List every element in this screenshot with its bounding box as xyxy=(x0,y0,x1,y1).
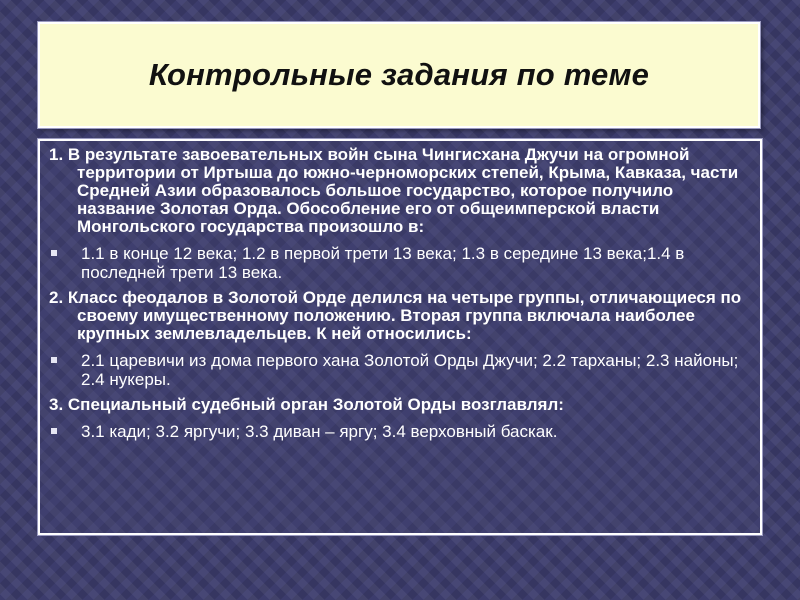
answers-2 xyxy=(49,351,746,389)
slide-title: Контрольные задания по теме xyxy=(148,57,650,92)
question-3: 3. Специальный судебный орган Золотой Орды возглавлял: xyxy=(49,395,564,414)
answers-3 xyxy=(49,422,746,441)
answers-2-text: 2.1 царевичи из дома первого хана Золотой Орды Джучи; 2.2 тарханы; 2.3 найоны; 2.4 нукеры. xyxy=(81,351,739,389)
question-2: 2. Класс феодалов в Золотой Орде делился на четыре группы, отличающиеся по своему имущественному положению. Вторая группа включала наиболее крупных землевладельцев. К ней относились: xyxy=(49,288,742,343)
square-bullet-icon xyxy=(51,250,57,256)
content-box xyxy=(38,139,762,535)
square-bullet-icon xyxy=(51,357,57,363)
question-1: 1. В результате завоевательных войн сына Чингисхана Джучи на огромной территории от Иртыша до южно-черноморских степей, Крыма, Кавказа, части Средней Азии образовалось большое государство, которое получило название Золотая Орда. Обособление его от общеимперской власти Монгольского государства произошло в: xyxy=(49,145,739,236)
answers-1 xyxy=(49,244,746,282)
answers-1-text: 1.1 в конце 12 века; 1.2 в первой трети 13 века; 1.3 в середине 13 века;1.4 в последней трети 13 века. xyxy=(81,244,685,282)
square-bullet-icon xyxy=(51,428,57,434)
answers-3-text: 3.1 кади; 3.2 яргучи; 3.3 диван – яргу; 3.4 верховный баскак. xyxy=(81,422,558,441)
title-box xyxy=(38,22,760,128)
